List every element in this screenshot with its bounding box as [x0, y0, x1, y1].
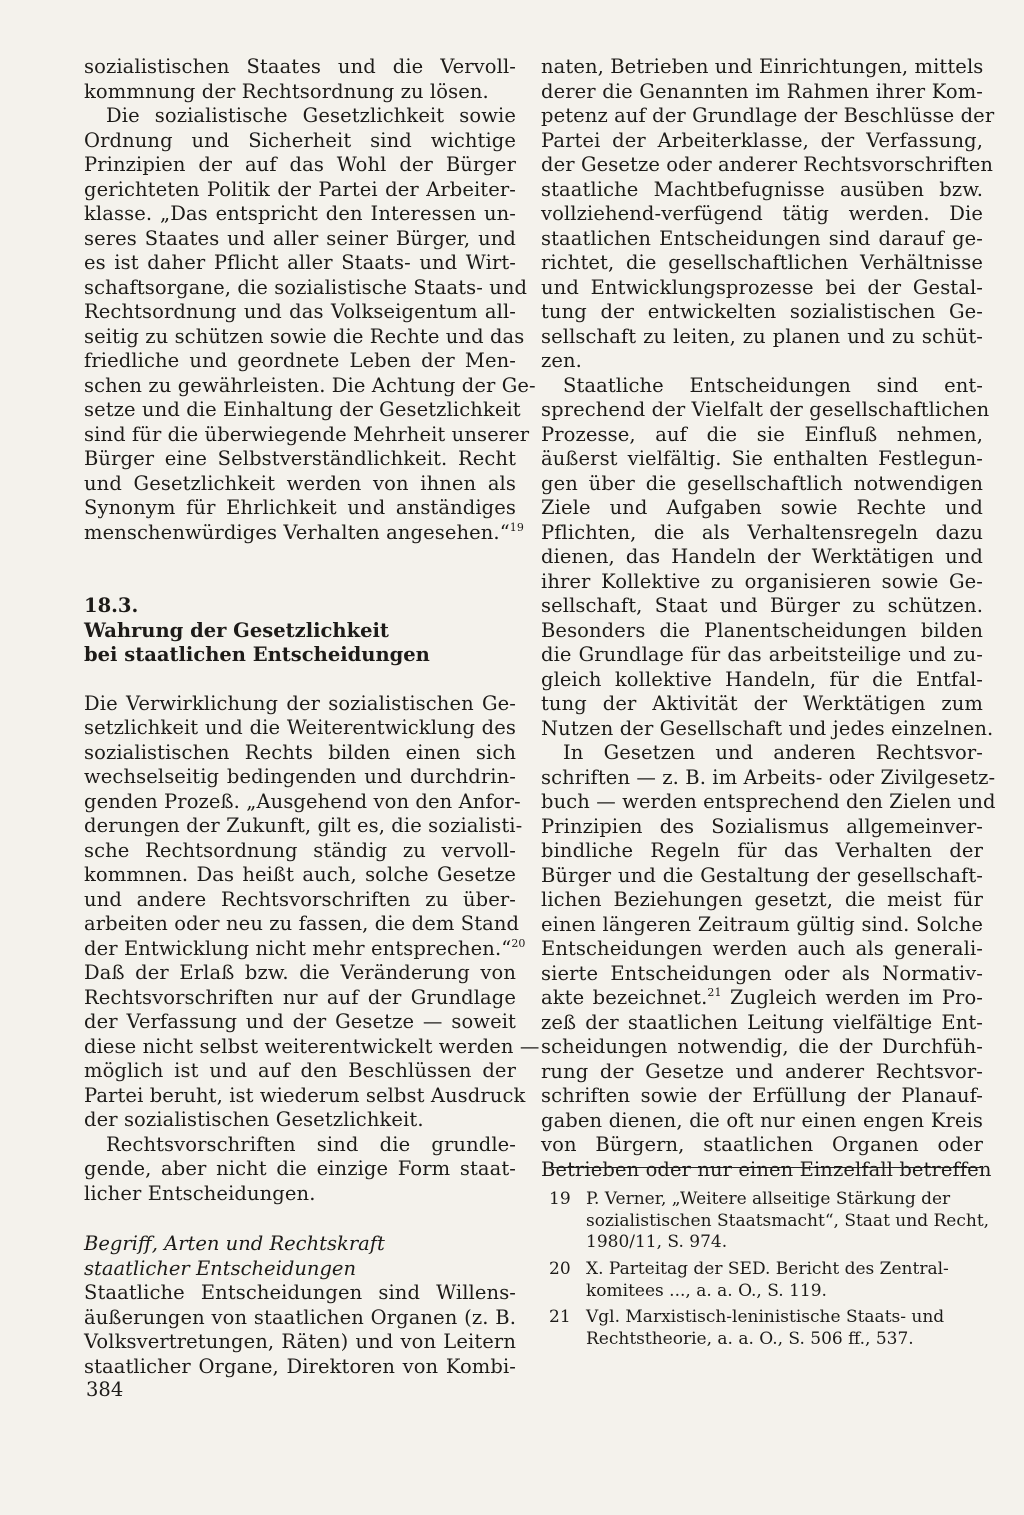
subheading	[84, 1232, 516, 1281]
text-line: Ziele und Aufgaben sowie Rechte und	[541, 496, 983, 519]
text-line: Entscheidungen werden auch als generali-	[541, 937, 983, 960]
text-line: gende, aber nicht die einzige Form staat-	[84, 1157, 516, 1180]
text-line: sozialistischen Rechts bilden einen sich	[84, 740, 516, 764]
text-line: rung der Gesetze und anderer Rechtsvor-	[541, 1059, 983, 1083]
text-line: schriften sowie der Erfüllung der Planauf-	[541, 1084, 983, 1107]
text-line: Bürger eine Selbstverständlichkeit. Recht	[84, 447, 516, 470]
text-line: und andere Rechtsvorschriften zu über-	[84, 887, 516, 911]
footnote-number: 21	[549, 1307, 571, 1327]
text-line: sellschaft zu leiten, zu planen und zu schüt-	[541, 324, 983, 348]
text-line: licher Entscheidungen.	[84, 1181, 316, 1205]
text-line: einen längeren Zeitraum gültig sind. Solche	[541, 912, 983, 936]
text-line: sierte Entscheidungen oder als Normativ-	[541, 961, 983, 985]
text-line: ihrer Kollektive zu organisieren sowie Ge-	[541, 569, 983, 593]
footnote-line: Vgl. Marxistisch-leninistische Staats- und	[586, 1307, 945, 1327]
text-line: Nutzen der Gesellschaft und jedes einzelnen.	[541, 716, 994, 740]
text-line: lichen Beziehungen gesetzt, die meist für	[541, 888, 983, 911]
text-line: Prinzipien der auf das Wohl der Bürger	[84, 153, 516, 176]
text-line: schen zu gewährleisten. Die Achtung der Ge-	[84, 373, 536, 397]
text-run: Zugleich werden im Pro-	[721, 986, 983, 1009]
text-line: derer die Genannten im Rahmen ihrer Kom-	[541, 79, 983, 103]
text-line: arbeiten oder neu zu fassen, die dem Stand	[84, 912, 520, 935]
text-line: zen.	[541, 349, 582, 372]
text-line: gerichteten Politik der Partei der Arbeiter-	[84, 177, 516, 201]
text-line: vollziehend-verfügend tätig werden. Die	[541, 202, 983, 225]
text-line: genden Prozeß. „Ausgehend von den Anfor-	[84, 789, 521, 813]
text-line: staatliche Machtbefugnisse ausüben bzw.	[541, 177, 983, 201]
text-line: es ist daher Pflicht aller Staats- und Wirt-	[84, 251, 516, 274]
text-line: der sozialistischen Gesetzlichkeit.	[84, 1108, 424, 1131]
text-line: sozialistischen Staates und die Vervoll-	[84, 55, 516, 78]
text-line: derungen der Zukunft, gilt es, die sozialisti-	[84, 814, 523, 837]
text-line: von Bürgern, staatlichen Organen oder	[541, 1133, 983, 1156]
text-line: dienen, das Handeln der Werktätigen und	[541, 545, 983, 568]
paragraph	[84, 691, 540, 1133]
text-line: schaftsorgane, die sozialistische Staats- und	[84, 275, 528, 299]
footnote-line: sozialistischen Staatsmacht“, Staat und Recht,	[586, 1210, 990, 1231]
text-line: Betrieben oder nur einen Einzelfall betreffen	[541, 1157, 992, 1181]
text-line: äußerungen von staatlichen Organen (z. B.	[84, 1305, 516, 1329]
right-column	[541, 55, 996, 1182]
text-line: petenz auf der Grundlage der Beschlüsse der	[541, 104, 995, 127]
text-line: richtet, die gesellschaftlichen Verhältnisse	[541, 251, 983, 274]
text-line: gaben dienen, die oft nur einen engen Kreis	[541, 1108, 983, 1132]
text-line: Volksvertretungen, Räten) und von Leitern	[84, 1330, 516, 1353]
subheading-line: staatlicher Entscheidungen	[84, 1256, 357, 1280]
footnote-ref: 21	[707, 986, 722, 999]
section-number: 18.3.	[84, 594, 139, 617]
paragraph	[541, 741, 996, 1182]
footnote-text	[586, 1307, 988, 1350]
footnote-line: 1980/11, S. 974.	[586, 1232, 728, 1252]
section-title-line2: bei staatlichen Entscheidungen	[84, 643, 430, 666]
paragraph	[84, 1133, 516, 1207]
page-number: 384	[86, 1378, 124, 1401]
text-line: Rechtsvorschriften nur auf der Grundlage	[84, 985, 516, 1009]
footnote-text	[586, 1259, 988, 1302]
text-line	[84, 520, 524, 546]
paragraph	[84, 104, 536, 545]
text-line: diese nicht selbst weiterentwickelt werden —	[84, 1034, 540, 1058]
paragraph	[84, 1281, 516, 1379]
text-line: Die Verwirklichung der sozialistischen Ge-	[84, 691, 516, 715]
text-line: Die sozialistische Gesetzlichkeit sowie	[106, 104, 516, 127]
paragraph	[84, 55, 516, 104]
footnote-ref: 20	[511, 936, 526, 950]
text-line: staatlicher Organe, Direktoren von Kombi-	[84, 1354, 516, 1378]
text-line: seres Staates und aller seiner Bürger, und	[84, 226, 516, 250]
text-line: und Gesetzlichkeit werden von ihnen als	[84, 471, 516, 495]
text-line: seitig zu schützen sowie die Rechte und das	[84, 324, 525, 348]
text-line: setze und die Einhaltung der Gesetzlichkeit	[84, 398, 521, 421]
text-line: staatlichen Entscheidungen sind darauf ge-	[541, 226, 983, 250]
text-line: sche Rechtsordnung ständig zu vervoll-	[84, 838, 516, 862]
footnote-line: X. Parteitag der SED. Bericht des Zentral-	[586, 1259, 949, 1279]
paragraph	[541, 373, 994, 742]
text-line: bindliche Regeln für das Verhalten der	[541, 839, 983, 862]
text-line: Daß der Erlaß bzw. die Veränderung von	[84, 961, 516, 984]
text-line: sprechend der Vielfalt der gesellschaftlichen	[541, 398, 990, 421]
section-title: Wahrung der Gesetzlichkeit	[84, 618, 389, 642]
text-line: Staatliche Entscheidungen sind Willens-	[84, 1281, 516, 1304]
text-line: Rechtsvorschriften sind die grundle-	[106, 1132, 516, 1156]
text-line	[84, 936, 526, 962]
text-line: Bürger und die Gestaltung der gesellschaft-	[541, 863, 983, 887]
text-run: akte bezeichnet.	[541, 986, 708, 1009]
text-line: Staatliche Entscheidungen sind ent-	[563, 373, 983, 397]
footnote-line: komitees ..., a. a. O., S. 119.	[586, 1280, 827, 1301]
text-line: Synonym für Ehrlichkeit und anständiges	[84, 496, 516, 519]
text-line: setzlichkeit und die Weiterentwicklung des	[84, 716, 516, 739]
text-line: Pflichten, die als Verhaltensregeln dazu	[541, 520, 983, 544]
text-line: Ordnung und Sicherheit sind wichtige	[84, 128, 516, 152]
text-line: Prinzipien des Sozialismus allgemeinver-	[541, 814, 983, 838]
text-line: friedliche und geordnete Leben der Men-	[84, 349, 516, 372]
text-line: und Entwicklungsprozesse bei der Gestal-	[541, 275, 983, 299]
text-line: kommnen. Das heißt auch, solche Gesetze	[84, 863, 516, 886]
text-line: buch — werden entsprechend den Zielen und	[541, 790, 996, 813]
footnote-line: P. Verner, „Weitere allseitige Stärkung der	[586, 1189, 951, 1209]
text-line: zeß der staatlichen Leitung vielfältige Ent-	[541, 1010, 983, 1034]
footnote-line: Rechtstheorie, a. a. O., S. 506 ff., 537.	[586, 1328, 914, 1349]
text-line: die Grundlage für das arbeitsteilige und zu-	[541, 643, 983, 666]
footnote-number: 20	[549, 1259, 571, 1279]
text-line: schriften — z. B. im Arbeits- oder Zivilgesetz-	[541, 765, 996, 789]
text-line: scheidungen notwendig, die der Durchfüh-	[541, 1035, 983, 1058]
text-line: gleich kollektive Handeln, für die Entfal-	[541, 667, 983, 691]
text-line: sellschaft, Staat und Bürger zu schützen.	[541, 594, 983, 617]
text-line: wechselseitig bedingenden und durchdrin-	[84, 765, 516, 788]
text-line: klasse. „Das entspricht den Interessen un-	[84, 202, 516, 225]
text-line: naten, Betrieben und Einrichtungen, mittels	[541, 55, 984, 78]
text-run: der Entwicklung nicht mehr entsprechen.“	[84, 936, 512, 960]
text-line: äußerst vielfältig. Sie enthalten Festlegun-	[541, 447, 983, 470]
text-line: Besonders die Planentscheidungen bilden	[541, 618, 983, 642]
footnote-text	[586, 1189, 988, 1254]
text-line: Partei der Arbeiterklasse, der Verfassung,	[541, 128, 983, 152]
text-line	[541, 986, 983, 1011]
text-line: gen über die gesellschaftlich notwendigen	[541, 471, 983, 495]
text-line: tung der entwickelten sozialistischen Ge-	[541, 300, 983, 323]
text-line: Prozesse, auf die sie Einfluß nehmen,	[541, 422, 983, 446]
text-line: tung der Aktivität der Werktätigen zum	[541, 692, 983, 715]
text-run: menschenwürdiges Verhalten angesehen.“	[84, 520, 510, 544]
footnote-ref: 19	[509, 520, 524, 534]
text-line: der Verfassung und der Gesetze — soweit	[84, 1010, 516, 1033]
text-line: möglich ist und auf den Beschlüssen der	[84, 1059, 516, 1082]
paragraph	[541, 55, 995, 374]
subheading-line: Begriff, Arten und Rechtskraft	[84, 1232, 385, 1255]
left-column	[84, 55, 540, 1379]
footnote-number: 19	[549, 1189, 571, 1209]
section-heading	[84, 594, 516, 668]
text-line: sind für die überwiegende Mehrheit unserer	[84, 422, 530, 446]
text-line: Rechtsordnung und das Volkseigentum all-	[84, 300, 516, 323]
text-line: der Gesetze oder anderer Rechtsvorschriften	[541, 153, 994, 176]
text-line: Partei beruht, ist wiederum selbst Ausdruck	[84, 1083, 526, 1107]
text-line: kommnung der Rechtsordnung zu lösen.	[84, 79, 489, 103]
footnote-rule	[549, 1167, 981, 1168]
text-line: In Gesetzen und anderen Rechtsvor-	[563, 741, 983, 764]
